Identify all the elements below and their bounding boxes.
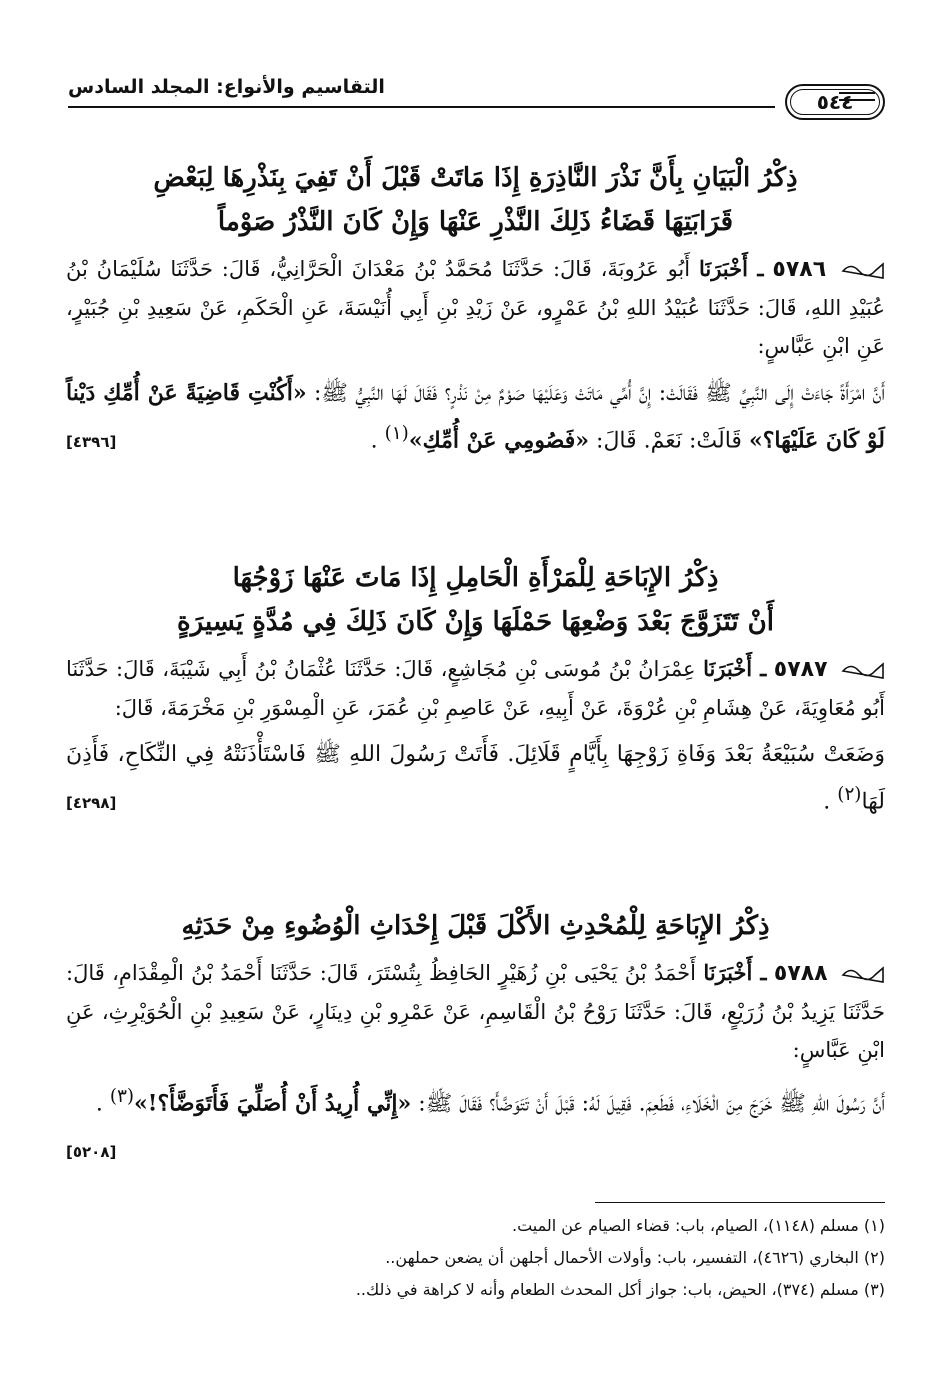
akhbarana: ـ أَخْبَرَنَا (703, 960, 767, 985)
running-title: التقاسيم والأنواع: المجلد السادس (68, 76, 385, 98)
hadith-isnad-2 (66, 650, 885, 727)
sentence-end: . (95, 1091, 103, 1117)
matn-text: أَنَّ رَسُولَ اللهِ ﷺ خَرَجَ مِنَ الْخَلَاءِ، فَطَعِمَ. فَقِيلَ لَهُ: قَبْلَ أَنْ تَتَوَضَّأَ؟ فَقَالَ ﷺ: (418, 1091, 885, 1117)
isnad-text: أَبُو عَرُوبَةَ، قَالَ: حَدَّثَنَا مُحَمَّدُ بْنُ مَعْدَانَ الْحَرَّانِيُّ، قَالَ: حَدَّثَنَا سُلَيْمَانُ بْنُ عُبَيْدِ اللهِ، قَالَ: حَدَّثَنَا عُبَيْدُ اللهِ بْنُ عَمْرٍو، عَنْ زَيْدِ بْنِ أَبِي أُنَيْسَةَ، عَنِ الْحَكَمِ، عَنْ سَعِيدِ بْنِ جُبَيْرٍ، عَنِ ابْنِ عَبَّاسٍ: (66, 257, 885, 358)
footnote-mark: (١) (384, 423, 409, 444)
matn-text: وَضَعَتْ سُبَيْعَةُ بَعْدَ وَفَاةِ زَوْجِهَا بِأَيَّامٍ قَلَائِلَ. فَأَتَتْ رَسُولَ اللهِ ﷺ فَاسْتَأْذَنَتْهُ فِي النِّكَاحِ، فَأَذِنَ لَهَا (66, 742, 885, 815)
hadith-ornament-icon (841, 660, 885, 682)
akhbarana: ـ أَخْبَرَنَا (703, 656, 767, 681)
footnote-2 (66, 1242, 885, 1274)
footnote-number: (٢) (863, 1248, 885, 1267)
isnad-text: أَحْمَدُ بْنُ يَحْيَى بْنِ زُهَيْرٍ الحَافِظُ بِتُسْتَرَ، قَالَ: حَدَّثَنَا أَحْمَدُ بْنُ الْمِقْدَامِ، قَالَ: حَدَّثَنَا يَزِيدُ بْنُ زُرَيْعٍ، قَالَ: حَدَّثَنَا رَوْحُ بْنُ الْقَاسِمِ، عَنْ عَمْرِو بْنِ دِينَارٍ، عَنْ سَعِيدِ بْنِ الْحُوَيْرِثِ، عَنِ ابْنِ عَبَّاسٍ: (66, 961, 885, 1062)
section-3 (66, 904, 885, 1172)
footnote-number: (٣) (863, 1280, 885, 1299)
footnote-mark: (٣) (109, 1086, 135, 1107)
footnote-text: مسلم (٣٧٤)، الحيض، باب: جواز أكل المحدث الطعام وأنه لا كراهة في ذلك.. (355, 1280, 859, 1299)
chapter-title-2b: أَنْ تَتَزَوَّجَ بَعْدَ وَضْعِهَا حَمْلَهَا وَإِنْ كَانَ ذَلِكَ فِي مُدَّةٍ يَسِيرَةٍ (177, 607, 774, 637)
isnad-text: عِمْرَانُ بْنُ مُوسَى بْنِ مُجَاشِعٍ، قَالَ: حَدَّثَنَا عُثْمَانُ بْنُ أَبِي شَيْبَةَ، قَالَ: حَدَّثَنَا أَبُو مُعَاوِيَةَ، عَنْ هِشَامِ بْنِ عُرْوَةَ، عَنْ أَبِيهِ، عَنْ عَاصِمِ بْنِ عُمَرَ، عَنِ الْمِسْوَرِ بْنِ مَخْرَمَةَ، قَالَ: (66, 657, 885, 720)
footnotes (66, 1210, 885, 1306)
page-number: ٥٤٤ (816, 90, 854, 114)
header-rule (68, 106, 775, 108)
footnote-number: (١) (863, 1216, 885, 1235)
chapter-title-1a: ذِكْرُ الْبَيَانِ بِأَنَّ نَذْرَ النَّاذِرَةِ إِذَا مَاتَتْ قَبْلَ أَنْ تَفِيَ بِنَذْرِهَا لِبَعْضِ (153, 163, 798, 193)
hadith-matn-1 (66, 373, 885, 461)
akhbarana: ـ أَخْبَرَنَا (698, 256, 764, 281)
hadith-reference: [٤٣٩٦] (66, 433, 117, 451)
sentence-end: . (370, 428, 378, 454)
chapter-title-3: ذِكْرُ الإِبَاحَةِ لِلْمُحْدِثِ الأَكْلَ قَبْلَ إِحْدَاثِ الْوُضُوءِ مِنْ حَدَثِهِ (181, 911, 770, 941)
matn-text: أَنَّ امْرَأَةً جَاءَتْ إِلَى النَّبِيِّ ﷺ فَقَالَتْ: إِنَّ أُمِّي مَاتَتْ وَعَلَيْهَا صَوْمٌ مِنْ نَذْرٍ؟ فَقَالَ لَهَا النَّبِيُّ ﷺ: (313, 381, 886, 406)
hadith-isnad-3 (66, 954, 885, 1069)
matn-text: قَالَتْ: نَعَمْ. قَالَ: (596, 428, 742, 454)
section-2 (66, 556, 885, 823)
footnote-text: البخاري (٤٦٢٦)، التفسير، باب: وأولات الأحمال أجلهن أن يضعن حملهن.. (385, 1248, 859, 1267)
footnote-mark: (٢) (837, 784, 862, 805)
prophet-quote: «إِنِّي أُرِيدُ أَنْ أُصَلِّيَ فَأَتَوَضَّأَ؟!» (134, 1090, 412, 1117)
footnote-1 (66, 1210, 885, 1242)
chapter-title-1b: قَرَابَتِهَا قَضَاءُ ذَلِكَ النَّذْرِ عَنْهَا وَإِنْ كَانَ النَّذْرُ صَوْماً (217, 207, 734, 237)
hadith-reference: [٤٢٩٨] (66, 794, 117, 812)
footnote-text: مسلم (١١٤٨)، الصيام، باب: قضاء الصيام عن الميت. (511, 1216, 859, 1235)
hadith-number: ٥٧٨٦ (772, 257, 827, 282)
chapter-title-2a: ذِكْرُ الإِبَاحَةِ لِلْمَرْأَةِ الْحَامِلِ إِذَا مَاتَ عَنْهَا زَوْجُهَا (232, 563, 719, 593)
hadith-ornament-icon (841, 260, 885, 282)
prophet-quote: «فَصُومِي عَنْ أُمِّكِ» (408, 427, 590, 454)
hadith-reference: [٥٢٠٨] (66, 1143, 117, 1162)
hadith-number: ٥٧٨٨ (773, 961, 828, 986)
hadith-ornament-icon (841, 964, 885, 986)
section-1 (66, 156, 885, 462)
hadith-matn-2 (66, 735, 885, 822)
footnote-rule (595, 1202, 885, 1203)
prophet-quote: «أَكُنْتِ قَاضِيَةً عَنْ أُمِّكِ دَيْناً لَوْ كَانَ عَلَيْهَا؟» (66, 380, 885, 454)
hadith-isnad-1 (66, 250, 885, 365)
hadith-number: ٥٧٨٧ (773, 657, 828, 682)
footnote-3 (66, 1274, 885, 1306)
hadith-matn-3 (66, 1077, 885, 1162)
sentence-end: . (823, 789, 831, 815)
page-header (68, 72, 885, 124)
